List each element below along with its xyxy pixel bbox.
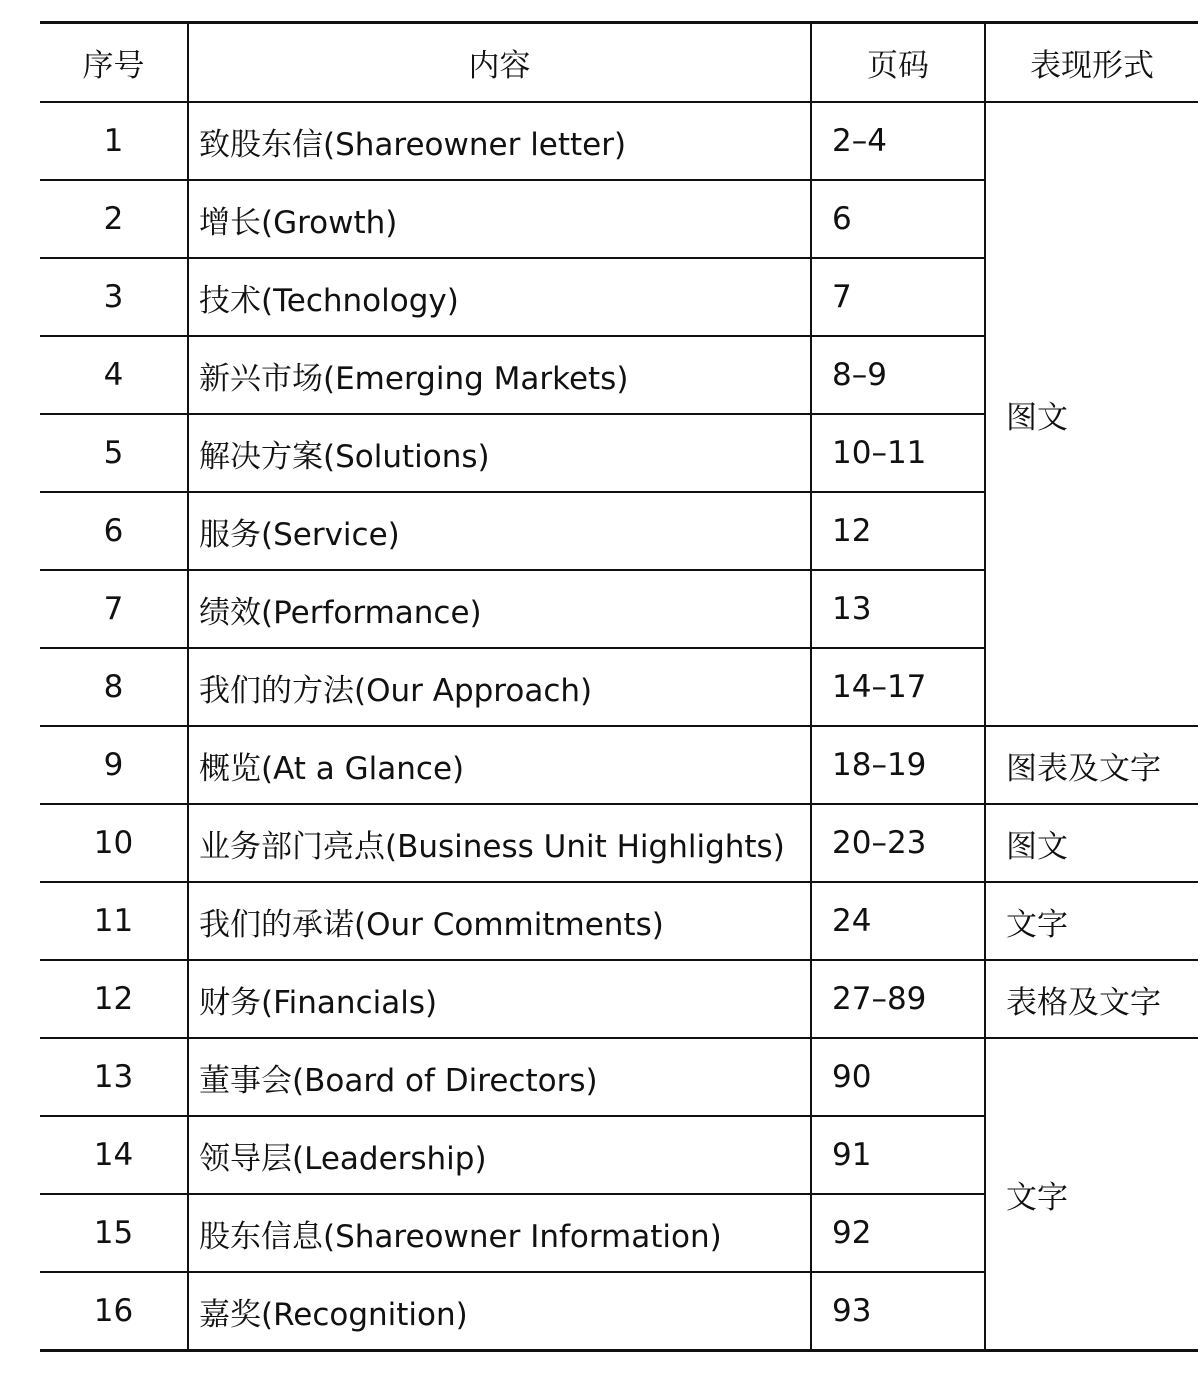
row-content: 股东信息(Shareowner Information) [188,1194,811,1272]
header-format: 表现形式 [985,23,1198,103]
row-content: 董事会(Board of Directors) [188,1038,811,1116]
row-page: 14–17 [811,648,985,726]
row-index: 9 [40,726,188,804]
table-row [40,102,1198,180]
row-format: 图文 [985,804,1198,882]
row-page: 10–11 [811,414,985,492]
table-header [40,23,1198,103]
row-content: 领导层(Leadership) [188,1116,811,1194]
row-format: 图表及文字 [985,726,1198,804]
row-index: 8 [40,648,188,726]
row-content: 技术(Technology) [188,258,811,336]
row-content: 我们的方法(Our Approach) [188,648,811,726]
table-row [40,804,1198,882]
row-format: 表格及文字 [985,960,1198,1038]
row-index: 16 [40,1272,188,1351]
header-page: 页码 [811,23,985,103]
row-content: 解决方案(Solutions) [188,414,811,492]
row-index: 10 [40,804,188,882]
table-row [40,882,1198,960]
row-page: 2–4 [811,102,985,180]
row-page: 91 [811,1116,985,1194]
row-index: 3 [40,258,188,336]
row-page: 90 [811,1038,985,1116]
row-index: 14 [40,1116,188,1194]
row-page: 13 [811,570,985,648]
row-index: 13 [40,1038,188,1116]
row-page: 7 [811,258,985,336]
row-index: 2 [40,180,188,258]
row-content: 增长(Growth) [188,180,811,258]
row-content: 绩效(Performance) [188,570,811,648]
row-page: 24 [811,882,985,960]
row-index: 11 [40,882,188,960]
row-index: 15 [40,1194,188,1272]
table-row [40,960,1198,1038]
row-content: 嘉奖(Recognition) [188,1272,811,1351]
contents-table [40,21,1198,1352]
row-page: 6 [811,180,985,258]
header-index: 序号 [40,23,188,103]
row-index: 5 [40,414,188,492]
row-index: 6 [40,492,188,570]
row-format: 图文 [985,102,1198,726]
row-content: 致股东信(Shareowner letter) [188,102,811,180]
row-page: 20–23 [811,804,985,882]
row-index: 7 [40,570,188,648]
table-row [40,1038,1198,1116]
row-index: 4 [40,336,188,414]
row-page: 92 [811,1194,985,1272]
row-format: 文字 [985,882,1198,960]
header-content: 内容 [188,23,811,103]
row-content: 我们的承诺(Our Commitments) [188,882,811,960]
row-content: 概览(At a Glance) [188,726,811,804]
table-body [40,102,1198,1351]
row-page: 27–89 [811,960,985,1038]
row-index: 1 [40,102,188,180]
table-row [40,726,1198,804]
row-page: 93 [811,1272,985,1351]
row-format: 文字 [985,1038,1198,1351]
row-index: 12 [40,960,188,1038]
row-content: 服务(Service) [188,492,811,570]
row-page: 18–19 [811,726,985,804]
header-row [40,23,1198,103]
row-content: 财务(Financials) [188,960,811,1038]
row-page: 8–9 [811,336,985,414]
row-content: 业务部门亮点(Business Unit Highlights) [188,804,811,882]
row-content: 新兴市场(Emerging Markets) [188,336,811,414]
row-page: 12 [811,492,985,570]
